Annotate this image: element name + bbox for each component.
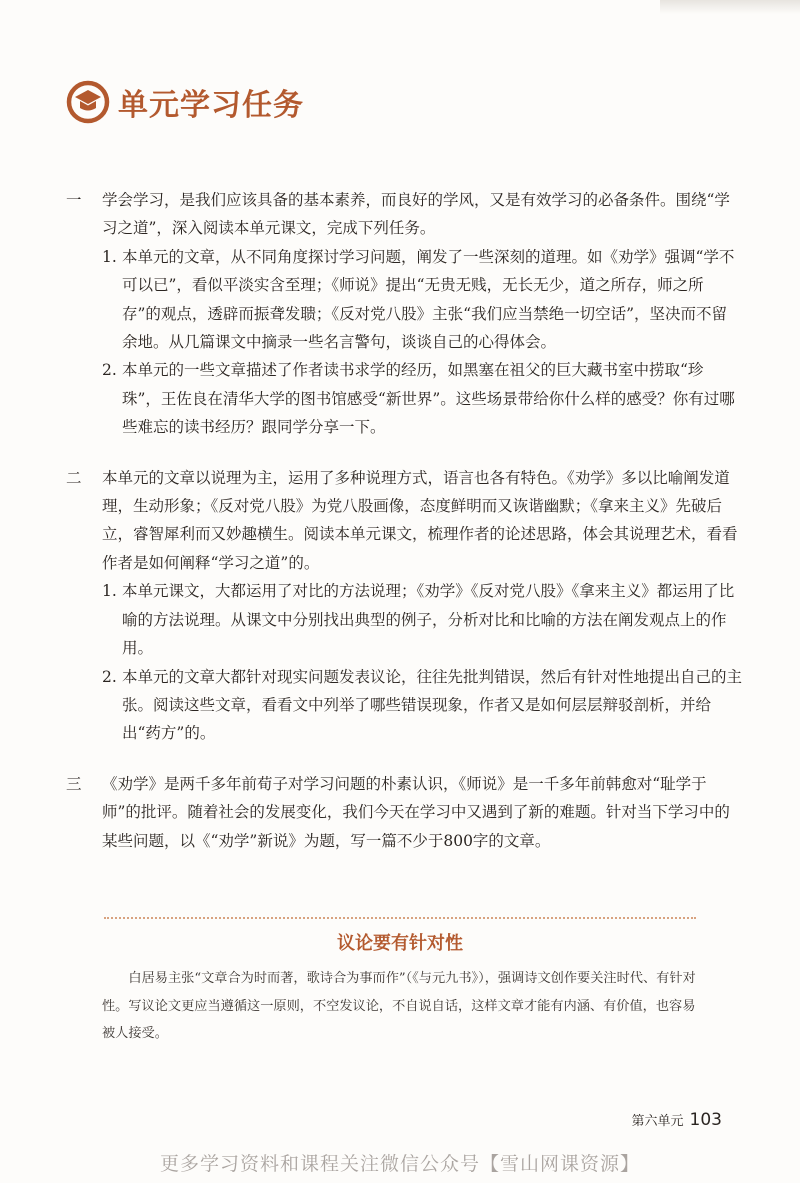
subtask-text: 本单元课文，大都运用了对比的方法说理；《劝学》《反对党八股》《拿来主义》都运用了比喻的方法说理。从课文中分别找出典型的例子，分析对比和比喻的方法在阐发观点上的作用。 bbox=[122, 582, 735, 658]
unit-label: 第六单元 bbox=[631, 1114, 684, 1129]
subtask-number: 2. bbox=[102, 667, 117, 686]
subtask-number: 1. bbox=[102, 582, 117, 601]
page-footer bbox=[632, 1110, 722, 1130]
task-item bbox=[66, 464, 742, 748]
subtask-list bbox=[102, 243, 742, 442]
task-list bbox=[66, 186, 742, 855]
subtask-text: 本单元的文章，从不同角度探讨学习问题，阐发了一些深刻的道理。如《劝学》强调“学不可以已”，看似平淡实含至理；《师说》提出“无贵无贱，无长无少，道之所存，师之所存”的观点，透辟而振聋发聩；《反对党八股》主张“我们应当禁绝一切空话”，坚决而不留余地。从几篇课文中摘录一些名言警句，谈谈自己的心得体会。 bbox=[122, 247, 735, 352]
task-text: 学会学习，是我们应该具备的基本素养，而良好的学风，又是有效学习的必备条件。围绕“学习之道”，深入阅读本单元课文，完成下列任务。 bbox=[102, 191, 730, 238]
task-item bbox=[66, 770, 742, 855]
subtask-text: 本单元的文章大都针对现实问题发表议论，往往先批判错误，然后有针对性地提出自己的主张。阅读这些文章，看看文中列举了哪些错误现象，作者又是如何层层辩驳剖析，并给出“药方”的。 bbox=[122, 667, 743, 743]
subtask-item bbox=[102, 356, 742, 441]
task-number: 二 bbox=[66, 468, 82, 487]
graduation-cap-icon bbox=[66, 80, 110, 124]
task-text: 《劝学》是两千多年前荀子对学习问题的朴素认识，《师说》是一千多年前韩愈对“耻学于师”的批评。随着社会的发展变化，我们今天在学习中又遇到了新的难题。针对当下学习中的某些问题，以《“劝学”新说》为题，写一篇不少于800字的文章。 bbox=[102, 774, 730, 850]
dotted-divider bbox=[104, 917, 696, 919]
scan-edge-shade bbox=[660, 0, 800, 14]
tip-box-title: 议论要有针对性 bbox=[337, 933, 463, 954]
watermark-text: 更多学习资料和课程关注微信公众号【雪山网课资源】 bbox=[159, 1153, 640, 1175]
task-item bbox=[66, 186, 742, 442]
subtask-number: 2. bbox=[102, 361, 117, 380]
subtask-item bbox=[102, 663, 742, 748]
unit-task-title: 单元学习任务 bbox=[118, 88, 304, 123]
subtask-text: 本单元的一些文章描述了作者读书求学的经历，如黑塞在祖父的巨大藏书室中捞取“珍珠”，王佐良在清华大学的图书馆感受“新世界”。这些场景带给你什么样的感受？你有过哪些难忘的读书经历？跟同学分享一下。 bbox=[122, 361, 735, 437]
page-number: 103 bbox=[689, 1110, 722, 1130]
tip-box-text: 白居易主张“文章合为时而著，歌诗合为事而作”（《与元九书》），强调诗文创作要关注时代、有针对性。写议论文更应当遵循这一原则，不空发议论，不自说自话，这样文章才能有内涵、有价值，也容易被人接受。 bbox=[102, 971, 696, 1041]
task-number: 一 bbox=[66, 191, 82, 209]
subtask-item bbox=[102, 243, 742, 357]
subtask-list bbox=[102, 577, 742, 747]
task-number: 三 bbox=[66, 774, 82, 793]
unit-task-header bbox=[66, 78, 304, 126]
task-text: 本单元的文章以说理为主，运用了多种说理方式，语言也各有特色。《劝学》多以比喻阐发道理，生动形象；《反对党八股》为党八股画像，态度鲜明而又诙谐幽默；《拿来主义》先破后立，睿智犀利而又妙趣横生。阅读本单元课文，梳理作者的论述思路，体会其说理艺术，看看作者是如何阐释“学习之道”的。 bbox=[102, 468, 738, 572]
subtask-number: 1. bbox=[102, 247, 117, 266]
subtask-item bbox=[102, 577, 742, 662]
